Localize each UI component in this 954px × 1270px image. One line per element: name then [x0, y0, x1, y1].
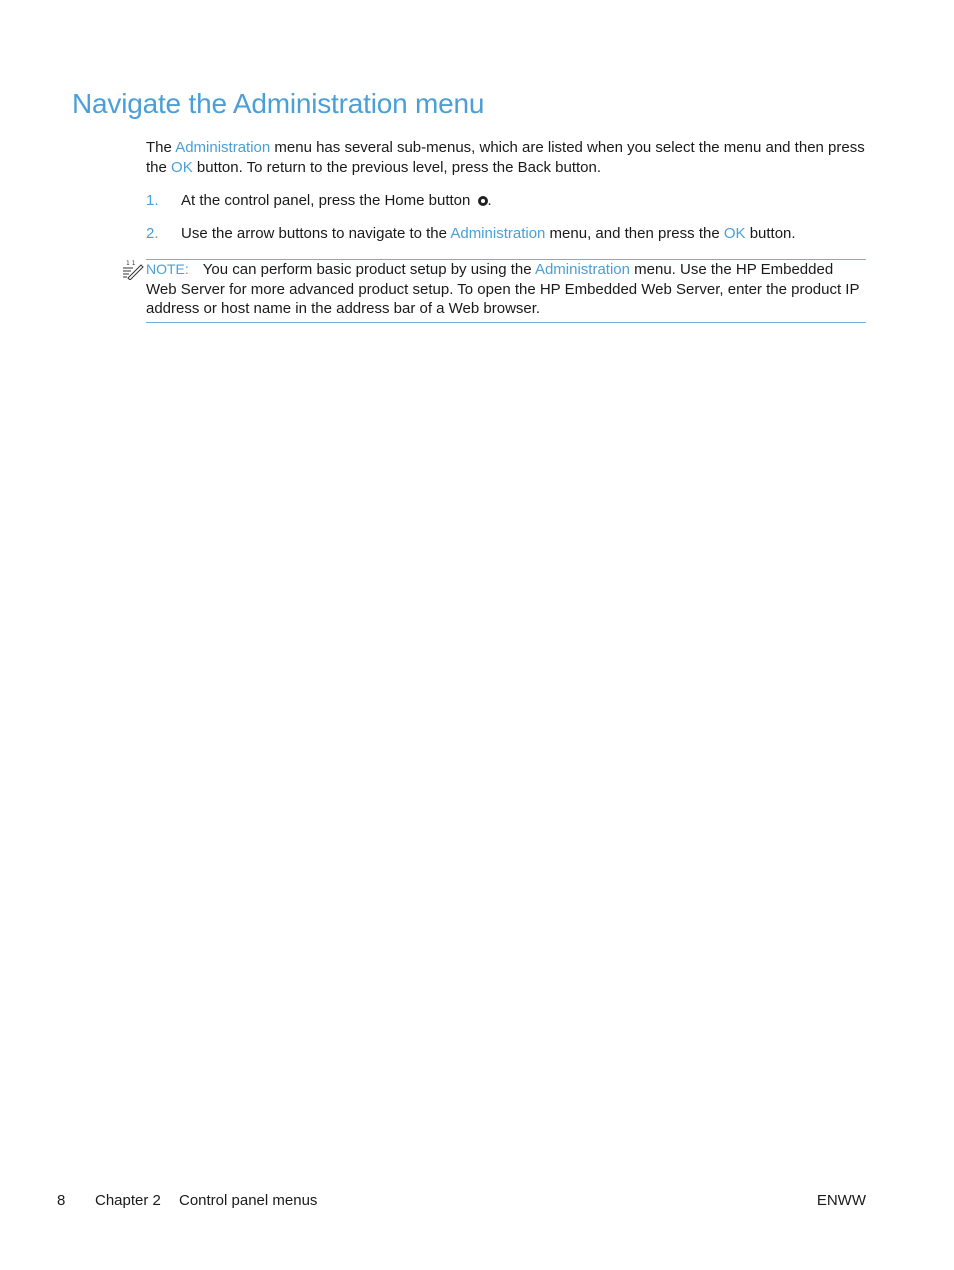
page-number: 8 — [57, 1192, 66, 1209]
step-number: 1. — [146, 192, 159, 209]
note-box — [126, 259, 866, 323]
ok-button-ref: OK — [171, 158, 193, 176]
footer-locale: ENWW — [816, 1192, 866, 1209]
footer-chapter-title: Control panel menus — [179, 1192, 318, 1209]
page-title: Navigate the Administration menu — [72, 88, 485, 119]
step-text-part: . — [487, 192, 492, 209]
administration-menu-ref: Administration — [175, 139, 271, 156]
step-text-part: button. — [745, 225, 796, 242]
administration-menu-ref: Administration — [534, 261, 630, 278]
intro-text-1: The — [146, 139, 176, 156]
note-label: NOTE: — [146, 261, 189, 277]
intro-text-3: button. To return to the previous level, press the Back button. — [192, 158, 602, 176]
home-button-icon — [478, 196, 488, 206]
step-text-part: menu, and then press the — [545, 225, 724, 242]
note-text-2: menu. Use the HP Embedded Web Server for more advanced product setup. To open the HP Embedded Web Server, enter the product IP address or host name in the address bar of a Web browser. — [146, 261, 860, 317]
step-text-part: Use the arrow buttons to navigate to the — [181, 225, 451, 242]
step-text — [181, 191, 492, 211]
svg-text:1 1: 1 1 — [126, 260, 136, 267]
note-text-1: You can perform basic product setup by using the — [202, 261, 535, 278]
footer-chapter: Chapter 2 — [95, 1192, 161, 1209]
step-number: 2. — [146, 225, 159, 242]
intro-paragraph — [146, 138, 866, 177]
step-text-part: At the control panel, press the Home button — [181, 192, 475, 209]
intro-text-2: menu has several sub-menus, which are listed when you select the menu and then press the — [146, 139, 865, 176]
note-pencil-icon — [122, 260, 144, 280]
step-text — [181, 224, 796, 244]
ok-button-ref: OK — [723, 225, 746, 242]
administration-menu-ref: Administration — [450, 225, 546, 242]
